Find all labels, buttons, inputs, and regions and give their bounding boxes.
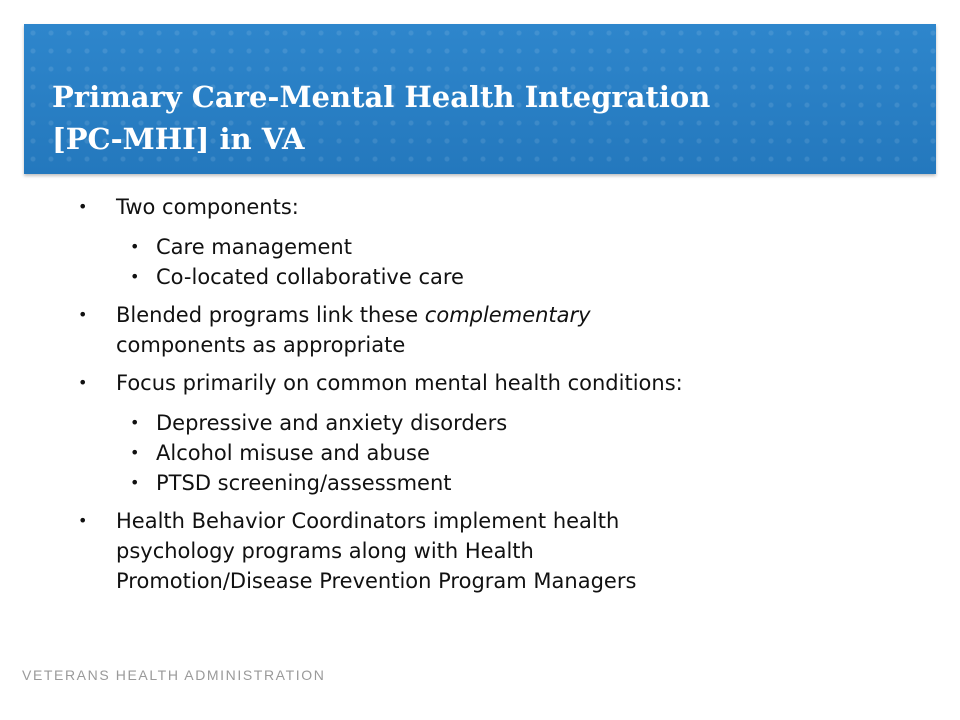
bullet-text-italic: complementary bbox=[424, 303, 591, 327]
footer-organization: VETERANS HEALTH ADMINISTRATION bbox=[22, 667, 326, 683]
bullet-health-behavior bbox=[74, 506, 894, 596]
sub-bullet-ptsd bbox=[130, 468, 894, 498]
slide-title bbox=[52, 76, 912, 160]
bullet-text-line-1 bbox=[116, 300, 894, 330]
sub-bullet-text: Co-located collaborative care bbox=[156, 265, 464, 289]
sub-bullet-list bbox=[74, 232, 894, 292]
bullet-text-line-1: Health Behavior Coordinators implement health bbox=[116, 509, 620, 533]
slide-title-line-2: [PC-MHI] in VA bbox=[52, 122, 305, 156]
bullet-icon: • bbox=[130, 443, 140, 462]
bullet-icon: • bbox=[78, 511, 88, 530]
bullet-focus-conditions bbox=[74, 368, 894, 398]
bullet-icon: • bbox=[130, 267, 140, 286]
sub-bullet-depressive-anxiety bbox=[130, 408, 894, 438]
sub-bullet-text: PTSD screening/assessment bbox=[156, 471, 452, 495]
sub-bullet-text: Alcohol misuse and abuse bbox=[156, 441, 430, 465]
sub-bullet-text: Depressive and anxiety disorders bbox=[156, 411, 508, 435]
sub-bullet-care-management bbox=[130, 232, 894, 262]
bullet-text: Two components: bbox=[116, 195, 299, 219]
bullet-icon: • bbox=[78, 197, 88, 216]
bullet-icon: • bbox=[130, 413, 140, 432]
sub-bullet-co-located-care bbox=[130, 262, 894, 292]
bullet-text-line-2: psychology programs along with Health bbox=[116, 539, 534, 563]
slide-content bbox=[74, 192, 894, 596]
bullet-blended-programs bbox=[74, 300, 894, 360]
bullet-text-line-2: components as appropriate bbox=[116, 333, 406, 357]
bullet-icon: • bbox=[78, 305, 88, 324]
bullet-icon: • bbox=[130, 237, 140, 256]
bullet-two-components bbox=[74, 192, 894, 222]
sub-bullet-list bbox=[74, 408, 894, 498]
sub-bullet-text: Care management bbox=[156, 235, 352, 259]
bullet-text: Focus primarily on common mental health conditions: bbox=[116, 371, 683, 395]
sub-list-container bbox=[74, 408, 894, 498]
slide-title-line-1: Primary Care-Mental Health Integration bbox=[52, 80, 711, 114]
bullet-icon: • bbox=[78, 373, 88, 392]
bullet-list bbox=[74, 192, 894, 596]
bullet-text-plain: Blended programs link these bbox=[116, 303, 425, 327]
sub-list-container bbox=[74, 232, 894, 292]
bullet-text-line-3: Promotion/Disease Prevention Program Managers bbox=[116, 569, 637, 593]
bullet-icon: • bbox=[130, 473, 140, 492]
sub-bullet-alcohol bbox=[130, 438, 894, 468]
